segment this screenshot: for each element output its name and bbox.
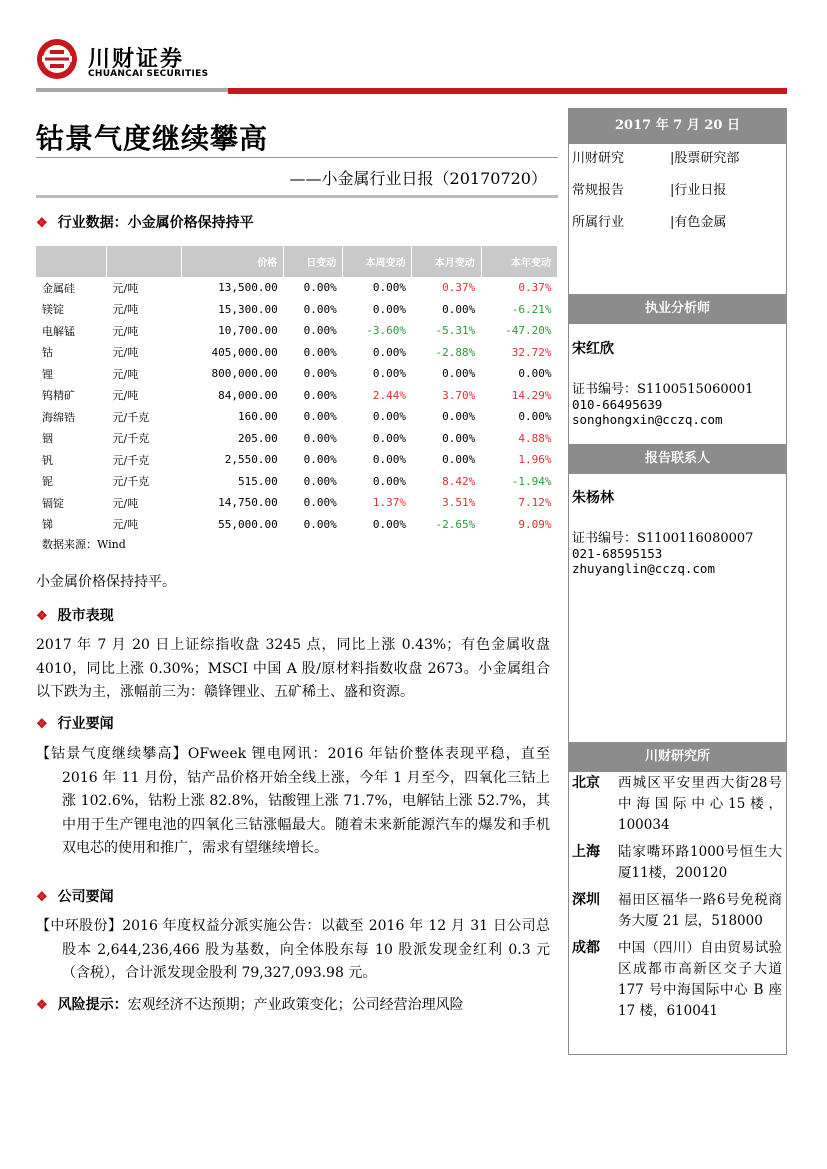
- address-city: 上海: [572, 844, 600, 860]
- metal-unit: 元/千克: [112, 475, 150, 489]
- day-change-cell: 0.00%: [303, 345, 337, 359]
- meta-row: [568, 146, 787, 178]
- title-divider: [36, 157, 558, 158]
- month-change-cell: 3.51%: [442, 496, 476, 510]
- metal-unit: 元/千克: [112, 453, 150, 467]
- analyst-email[interactable]: songhongxin@cczq.com: [572, 412, 723, 427]
- address-city: 北京: [572, 775, 600, 791]
- day-change-cell: 0.00%: [303, 453, 337, 467]
- year-change-cell: -1.94%: [511, 474, 552, 488]
- table-row: [36, 406, 558, 428]
- day-change-cell: 0.00%: [303, 496, 337, 510]
- diamond-bullet-icon: ❖: [36, 717, 48, 732]
- week-change-cell: 0.00%: [372, 345, 406, 359]
- price-table: [36, 246, 558, 535]
- day-change-cell: 0.00%: [303, 410, 337, 424]
- header-accent-bar: [228, 88, 787, 94]
- table-row: [36, 428, 558, 450]
- month-change-cell: 0.00%: [442, 302, 476, 316]
- industry-news-text: 【钴景气度继续攀高】OFweek 锂电网讯：2016 年钴价整体表现平稳，直至 2016 年 11 月份，钴产品价格开始全线上涨，今年 1 月至今，四氧化三钴上涨 102.6%，钴粉上涨 82.8%，钴酸锂上涨 71.7%，电解钴上涨 52.7%，其中用于生产锂电池的四氧化三钴涨幅最大。随着未来新能源汽车的爆发和手机双电芯的使用和推广，需求有望继续增长。: [36, 746, 550, 856]
- price-cell: 84,000.00: [218, 388, 278, 402]
- market-performance-text: 2017 年 7 月 20 日上证综指收盘 3245 点，同比上涨 0.43%；有色金属收盘 4010，同比上涨 0.30%；MSCI 中国 A 股/原材料指数收盘 2673。小金属组合以下跌为主，涨幅前三为：赣锋锂业、五矿稀土、盛和资源。: [36, 637, 550, 700]
- analyst-name: 宋红欣: [572, 341, 614, 357]
- meta-row: [568, 178, 787, 210]
- metal-name: 锑: [42, 518, 53, 532]
- meta-value: |股票研究部: [670, 151, 740, 166]
- table-row: [36, 449, 558, 471]
- table-row: [36, 363, 558, 385]
- contact-info: [568, 487, 787, 576]
- metal-unit: 元/吨: [112, 281, 139, 295]
- metal-name: 铌: [42, 475, 53, 489]
- week-change-cell: 0.00%: [372, 410, 406, 424]
- week-change-cell: 0.00%: [372, 474, 406, 488]
- year-change-cell: 7.12%: [518, 496, 552, 510]
- week-change-cell: 0.00%: [372, 517, 406, 531]
- table-row: [36, 342, 558, 364]
- table-header-row: [36, 246, 558, 277]
- month-change-cell: -5.31%: [435, 324, 476, 338]
- metal-name: 海绵锆: [42, 410, 75, 424]
- year-change-cell: 0.00%: [518, 410, 552, 424]
- col-week-change: 本周变动: [343, 246, 412, 277]
- analyst-cert: 证书编号：S1100515060001: [572, 382, 754, 397]
- address-list: [568, 773, 787, 1028]
- report-date: 2017 年 7 月 20 日: [568, 108, 787, 144]
- price-cell: 2,550.00: [224, 453, 278, 467]
- diamond-bullet-icon: ❖: [36, 998, 48, 1013]
- metal-unit: 元/吨: [112, 518, 139, 532]
- price-cell: 10,700.00: [218, 324, 278, 338]
- contact-cert: 证书编号：S1100116080007: [572, 531, 754, 546]
- week-change-cell: 0.00%: [372, 302, 406, 316]
- diamond-bullet-icon: ❖: [36, 609, 48, 624]
- month-change-cell: 0.00%: [442, 431, 476, 445]
- summary-text: 小金属价格保持持平。: [36, 574, 176, 590]
- week-change-cell: 0.00%: [372, 281, 406, 295]
- metal-name: 锂: [42, 367, 53, 381]
- week-change-cell: 0.00%: [372, 367, 406, 381]
- header-divider: [36, 88, 228, 92]
- metal-name: 镁锭: [42, 303, 64, 317]
- address-item: [572, 938, 783, 1022]
- week-change-cell: 2.44%: [372, 388, 406, 402]
- year-change-cell: 14.29%: [511, 388, 552, 402]
- price-cell: 515.00: [237, 474, 278, 488]
- year-change-cell: 4.88%: [518, 431, 552, 445]
- metal-unit: 元/吨: [112, 389, 139, 403]
- price-cell: 14,750.00: [218, 496, 278, 510]
- address-text: 中国（四川）自由贸易试验区成都市高新区交子大道 177 号中海国际中心 B 座 17 楼，610041: [618, 940, 782, 1019]
- metal-name: 镉锭: [42, 496, 64, 510]
- report-subtitle: ——小金属行业日报（20170720）: [289, 169, 547, 188]
- metal-unit: 元/吨: [112, 324, 139, 338]
- address-city: 深圳: [572, 892, 600, 908]
- month-change-cell: 0.00%: [442, 410, 476, 424]
- day-change-cell: 0.00%: [303, 474, 337, 488]
- section-industry-news: ❖ 行业要闻: [36, 716, 114, 732]
- price-cell: 205.00: [237, 431, 278, 445]
- address-item: [572, 890, 783, 932]
- metal-unit: 元/千克: [112, 410, 150, 424]
- table-row: [36, 299, 558, 321]
- analyst-heading: 执业分析师: [568, 294, 787, 324]
- year-change-cell: 32.72%: [511, 345, 552, 359]
- metal-unit: 元/千克: [112, 432, 150, 446]
- week-change-cell: -3.60%: [366, 324, 406, 338]
- meta-key: 所属行业: [572, 215, 625, 230]
- price-cell: 800,000.00: [211, 367, 278, 381]
- month-change-cell: 0.00%: [442, 367, 476, 381]
- section-risk: ❖ 风险提示：宏观经济不达预期；产业政策变化；公司经营治理风险: [36, 997, 464, 1013]
- company-logo-icon: [36, 38, 78, 80]
- analyst-phone: 010-66495639: [572, 397, 663, 412]
- meta-key: 常规报告: [572, 183, 625, 198]
- diamond-bullet-icon: ❖: [36, 216, 48, 231]
- day-change-cell: 0.00%: [303, 302, 337, 316]
- year-change-cell: 0.00%: [518, 367, 552, 381]
- year-change-cell: -47.20%: [505, 324, 552, 338]
- metal-unit: 元/吨: [112, 496, 139, 510]
- month-change-cell: 0.37%: [442, 281, 476, 295]
- subtitle-divider: [36, 195, 558, 198]
- week-change-cell: 0.00%: [372, 453, 406, 467]
- month-change-cell: -2.88%: [435, 345, 476, 359]
- report-title: 钴景气度继续攀高: [36, 122, 269, 155]
- contact-email[interactable]: zhuyanglin@cczq.com: [572, 561, 715, 576]
- table-row: [36, 385, 558, 407]
- table-row: [36, 320, 558, 342]
- contact-name: 朱杨林: [572, 490, 614, 506]
- price-cell: 160.00: [237, 410, 278, 424]
- year-change-cell: 0.37%: [518, 281, 552, 295]
- year-change-cell: 1.96%: [518, 453, 552, 467]
- metal-name: 金属硅: [42, 281, 75, 295]
- metal-name: 电解锰: [42, 324, 75, 338]
- analyst-info: [568, 338, 787, 427]
- address-city: 成都: [572, 940, 600, 956]
- day-change-cell: 0.00%: [303, 367, 337, 381]
- day-change-cell: 0.00%: [303, 431, 337, 445]
- month-change-cell: 0.00%: [442, 453, 476, 467]
- month-change-cell: 3.70%: [442, 388, 476, 402]
- table-row: [36, 471, 558, 493]
- price-cell: 15,300.00: [218, 302, 278, 316]
- meta-row: [568, 210, 787, 242]
- table-row: [36, 514, 558, 536]
- day-change-cell: 0.00%: [303, 388, 337, 402]
- year-change-cell: 9.09%: [518, 517, 552, 531]
- metal-unit: 元/吨: [112, 346, 139, 360]
- contact-phone: 021-68595153: [572, 546, 663, 561]
- section-market: ❖ 股市表现: [36, 608, 114, 624]
- col-day-change: 日变动: [284, 246, 343, 277]
- metal-name: 钴: [42, 346, 53, 360]
- metal-unit: 元/吨: [112, 303, 139, 317]
- address-item: [572, 842, 783, 884]
- day-change-cell: 0.00%: [303, 281, 337, 295]
- diamond-bullet-icon: ❖: [36, 890, 48, 905]
- table-row: [36, 277, 558, 299]
- meta-value: |行业日报: [670, 183, 727, 198]
- address-text: 陆家嘴环路1000号恒生大厦11楼，200120: [618, 844, 782, 881]
- metal-unit: 元/吨: [112, 367, 139, 381]
- col-month-change: 本月变动: [412, 246, 481, 277]
- contact-heading: 报告联系人: [568, 444, 787, 474]
- metal-name: 钒: [42, 453, 53, 467]
- address-text: 西城区平安里西大街28号中海国际中心15楼，100034: [618, 775, 782, 833]
- year-change-cell: -6.21%: [511, 302, 552, 316]
- metal-name: 钨精矿: [42, 389, 75, 403]
- company-news-text: 【中环股份】2016 年度权益分派实施公告：以截至 2016 年 12 月 31 日公司总股本 2,644,236,466 股为基数，向全体股东每 10 股派发现金红利 0.3 元（含税），合计派发现金股利 79,327,093.98 元。: [36, 918, 550, 981]
- institute-heading: 川财研究所: [568, 742, 787, 772]
- day-change-cell: 0.00%: [303, 324, 337, 338]
- meta-value: |有色金属: [670, 215, 727, 230]
- section-company-news: ❖ 公司要闻: [36, 889, 114, 905]
- col-price: 价格: [182, 246, 284, 277]
- price-table-container: [36, 246, 558, 552]
- data-source-note: 数据来源：Wind: [42, 538, 126, 551]
- price-cell: 55,000.00: [218, 517, 278, 531]
- week-change-cell: 0.00%: [372, 431, 406, 445]
- report-meta: [568, 146, 787, 242]
- month-change-cell: -2.65%: [435, 517, 476, 531]
- col-year-change: 本年变动: [481, 246, 557, 277]
- month-change-cell: 8.42%: [442, 474, 476, 488]
- address-item: [572, 773, 783, 836]
- brand-name-cn: 川财证券: [88, 46, 185, 72]
- brand-name-en: CHUANCAI SECURITIES: [88, 69, 209, 79]
- price-cell: 13,500.00: [218, 281, 278, 295]
- metal-name: 铟: [42, 432, 53, 446]
- week-change-cell: 1.37%: [372, 496, 406, 510]
- table-row: [36, 492, 558, 514]
- section-industry-data: ❖ 行业数据：小金属价格保持持平: [36, 215, 254, 231]
- address-text: 福田区福华一路6号免税商务大厦 21 层，518000: [618, 892, 782, 929]
- day-change-cell: 0.00%: [303, 517, 337, 531]
- price-cell: 405,000.00: [211, 345, 278, 359]
- meta-key: 川财研究: [572, 151, 625, 166]
